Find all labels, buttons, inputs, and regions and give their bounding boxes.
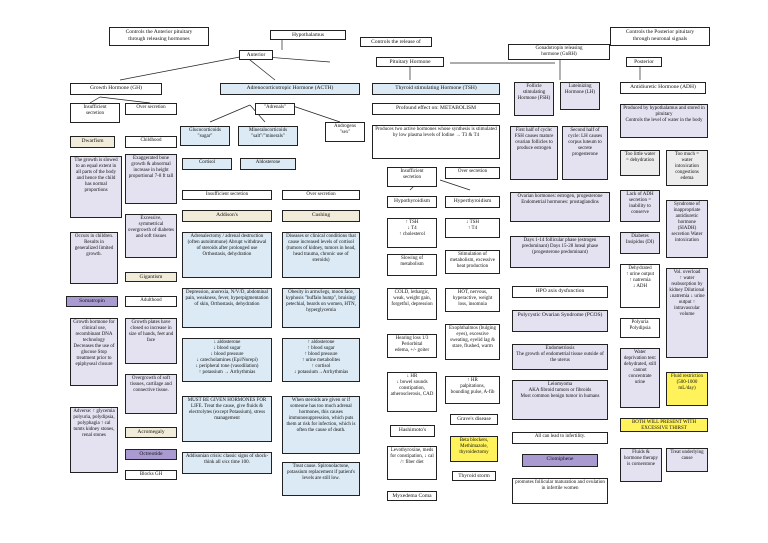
acth-title: Adrenocorticotropic Hormone (ACTH) bbox=[220, 83, 360, 95]
beta-blockers-box: Beta blockers, Methimazole, thyroidectomy bbox=[450, 436, 498, 462]
polyuria-box: Polyuria Polydipsia bbox=[620, 318, 660, 338]
growth-plates-box: Growth plates have closed so increase in size of hands, feet and face bbox=[125, 318, 177, 364]
addison-symptoms: Depression, anorexia, N/V/D, abdominal pain, weakness, fever, hyperpigmentation of skin, Orthostasis, dehydration bbox=[182, 288, 272, 328]
growth-slowed-box: The growth is slowed to an equal extent in all parts of the body and hence the child has normal proportions bbox=[70, 156, 122, 218]
di-box: Diabetes Insipidus (DI) bbox=[620, 232, 660, 254]
gh-adulthood: Adulthood bbox=[125, 296, 177, 307]
hashimotos-box: Hashimoto's bbox=[390, 425, 435, 437]
leiomyoma-box: Leiomyoma AKA fibroid tumors or fibroids Most common benign tumor in humans bbox=[512, 380, 608, 420]
steroids-given-box: When steroids are given or if someone has too much adrenal hormones, this causes immunosuppression, which puts them at risk for infection, which is often the cause of death. bbox=[282, 396, 360, 454]
mineralocorticoids-box: Mineralocorticoids "salt"/"minerals" bbox=[238, 126, 298, 146]
siadh-box: Syndrome of inappropriate antidiuretic hormone (SIADH) secretion Water intoxication bbox=[666, 200, 708, 258]
stimulation-box: Stimulation of metabolism, excessive heat production bbox=[445, 250, 500, 274]
addisons-box: Addison's bbox=[182, 210, 272, 222]
addisonian-crisis-box: Addisonian crisis: classic signs of shock- think all s/sx time 100. bbox=[182, 452, 272, 474]
acth-insufficient: Insufficient secretion bbox=[182, 190, 272, 200]
gh-over: Over secretion bbox=[125, 103, 177, 115]
adh-produced: Produced by hypothalamus and stored in pituitary Controls the level of water in the body bbox=[620, 104, 708, 138]
acth-over: Over secretion bbox=[282, 190, 360, 200]
slowing-box: Slowing of metabolism bbox=[387, 254, 437, 276]
exaggerated-box: Exaggerated bone growth & abnormal increase in height proportional 7-8 ft tall bbox=[125, 154, 177, 204]
lh-desc: Second half of cycle: LH causes corpus luteum to secrete progesterone bbox=[562, 126, 608, 180]
cushing-symptoms: Obesity in arms/legs, moon face, kyphosis "buffalo hump", bruising/ petechial, beards on women, HTN, hyperglycemia bbox=[282, 288, 360, 328]
gh-insufficient: Insufficient secretion bbox=[70, 103, 120, 123]
lh-box: Luteinizing Hormone (LH) bbox=[560, 82, 600, 110]
too-much-box: Too much = water intoxication congestions edema bbox=[666, 150, 708, 186]
water-dep-box: Water deprivation test: dehydrated, still cannot concentrate urine bbox=[620, 348, 660, 408]
dehydrated-box: Dehydrated ↑ urine output ↑ natremia ↓ ADH bbox=[620, 264, 660, 308]
hyperthyroidism-box: Hyperthyroidism bbox=[445, 196, 500, 208]
somatropin-box: Somatropin bbox=[66, 296, 118, 307]
gh-childhood: Childhood bbox=[125, 136, 177, 148]
controls-release-box: Controls the release of bbox=[360, 37, 432, 47]
dwarfism-box: Dwarfism bbox=[70, 136, 115, 148]
gigantism-box: Gigantism bbox=[125, 272, 177, 282]
adh-title: Antidiuretic Hormone (ADH) bbox=[620, 82, 706, 94]
cortisol-box: Cortisol bbox=[182, 158, 232, 170]
days-box: Days 1-14 follicular phase (estrogen predominant) Days 15-28 luteal phase (progesterone predominant) bbox=[510, 236, 610, 268]
thyroid-storm-box: Thyroid storm bbox=[452, 471, 496, 481]
anterior-box: Anterior bbox=[239, 50, 273, 60]
cushing-box: Cushing bbox=[282, 210, 360, 222]
glucocorticoids-box: Glucocorticoids "sugar" bbox=[180, 126, 230, 146]
androgens-box: Androgens "sex" bbox=[325, 122, 365, 142]
hearing-loss-box: Hearing loss 1/3 Periorbital edema, +/- goiter bbox=[387, 334, 437, 358]
fluid-restriction-box: Fluid restriction (500-1000 mL/day) bbox=[666, 372, 708, 406]
vol-overload-box: Vol. overload ↑ water reabsorption by kidney Dilutional ↓natremia ↓ urine output ↑ intravascular volume bbox=[666, 268, 708, 358]
treat-underlying-box: Treat underlying cause bbox=[666, 448, 708, 472]
tsh-title: Thyroid stimulating Hormone (TSH) bbox=[372, 83, 500, 95]
fluids-box: Fluids & hormone therapy is cornerstone bbox=[620, 448, 662, 482]
overgrowth-box: Overgrowth of soft tissues, cartilage and connective tissue. bbox=[125, 374, 177, 414]
hypo-hr-box: ↓ HR ↓ bowel sounds constipation, atherosclerosis, CAD bbox=[387, 372, 437, 412]
hypo-labs: ↑ TSH ↓ T4 ↑ cholesterol bbox=[387, 218, 437, 248]
controls-anterior-box: Controls the Anterior pituitary through releasing hormones bbox=[109, 27, 209, 46]
octreotide-box: Octreotide bbox=[125, 449, 177, 460]
hyper-symptoms: HOT, nervous, hyperactive, weight loss, insomnia bbox=[445, 288, 500, 312]
treat-cause-box: Treat cause. Spironolactone, potassium replacement if patient's levels are still low. bbox=[282, 462, 360, 496]
acromegaly-box: Acromegaly bbox=[125, 427, 177, 438]
gh-clinical-box: Growth hormone for clinical use, recombinant DNA technology Decreases the use of glucose Stop treatment prior to epiphyseal closure bbox=[70, 318, 118, 386]
graves-box: Grave's disease bbox=[450, 414, 498, 425]
infertility-box: All can lead to infertility. bbox=[512, 432, 608, 444]
gnrh-box: Gonadotropin releasing hormone (GnRH) bbox=[508, 44, 610, 60]
both-present-box: BOTH WILL PRESENT WITH EXCESSIVE THIRST bbox=[620, 418, 708, 432]
controls-posterior-box: Controls the Posterior pituitary through neuronal signals bbox=[610, 27, 710, 46]
fsh-desc: First half of cycle: FSH causes mature ovarian follicles to produce estrogen bbox=[510, 126, 558, 180]
addison-labs: ↓ aldosterone ↓ blood sugar ↓ blood pressure ↓ catecholamines (Epi/Norepi) ↓ peripheral tone (vasodilation) ↑ potassium → Arrhythmias bbox=[182, 338, 272, 382]
promotes-box: promotes follicular maturation and ovulation in infertile women bbox=[512, 478, 608, 504]
cushing-labs: ↑ aldosterone ↑ blood sugar ↑ blood pressure ↑ urine metabolites ↑ cortisol ↓ potassium→Arrhythmias bbox=[282, 338, 360, 382]
hypo-symptoms: COLD, lethargic, weak, weight gain, forgetful, depression bbox=[387, 288, 437, 320]
profound-box: Profound effect on: METABOLISM bbox=[372, 103, 500, 115]
posterior-box: Posterior bbox=[626, 57, 662, 67]
addison-desc: Adrenalectomy / adrenal destruction (often autoimmune) Abrupt withdrawal of steroids after prolonged use Orthostasis, dehydration bbox=[182, 232, 272, 278]
cushing-desc: Diseases or clinical conditions that cause increased levels of cortisol (tumors of kidney, tumors in head, head trauma, chronic use of steroids) bbox=[282, 232, 360, 278]
must-give-box: MUST BE GIVEN HORMONES FOR LIFE. Treat the cause, give fluids & electrolytes (except Potassium), stress management bbox=[182, 396, 272, 442]
ovarian-box: Ovarian hormones: estrogen, progesterone Endometrial hormones: prostaglandins bbox=[510, 192, 610, 222]
tsh-insufficient: Insufficient secretion bbox=[387, 167, 437, 187]
pituitary-box: Pituitary Hormone bbox=[376, 57, 444, 67]
levothyroxine-box: Levothyroxine, meds for constipation, ↓ cal /↑ fiber diet bbox=[387, 446, 437, 480]
lack-adh-box: Lack of ADH secretion = inability to conserve bbox=[620, 190, 660, 222]
occurs-box: Occurs in children. Results in generalized limited growth. bbox=[70, 232, 118, 284]
exophthalmos-box: Exophthalmos (bulging eyes), excessive sweating, eyelid lag & stare, flushed, warm bbox=[445, 324, 500, 360]
clomiphene-box: Clomiphene bbox=[522, 454, 598, 467]
aldosterone-box: Aldosterone bbox=[240, 158, 296, 170]
hypothalamus-box: Hypothalamus bbox=[270, 30, 346, 40]
gh-title: Growth Hormone (GH) bbox=[70, 83, 162, 95]
blocks-gh-box: Blocks GH bbox=[125, 470, 177, 480]
tsh-over: Over secretion bbox=[445, 167, 500, 179]
hypothyroidism-box: Hypothyroidism bbox=[387, 196, 437, 208]
excessive-box: Excessive, symmetrical overgrowth of diabetes and soft tissues bbox=[125, 214, 177, 258]
adrenals-box: "Adrenals" bbox=[255, 103, 295, 115]
myxedema-box: Myxedema Coma bbox=[387, 491, 437, 501]
hpo-box: HPO axis dysfunction bbox=[512, 286, 608, 298]
fsh-box: Follicle stimulating Hormone (FSH) bbox=[514, 82, 554, 116]
produces-box: Produces two active hormones whose synthesis is stimulated by low plasma levels of Iodine → T3 & T4 bbox=[372, 125, 500, 159]
endometriosis-box: Endometriosis The growth of endometrial tissue outside of the uterus bbox=[512, 344, 608, 370]
hyper-hr-box: ↑ HR palpitations, bounding pulse, A-fib bbox=[445, 376, 500, 404]
too-little-box: Too little water = dehydration bbox=[620, 150, 660, 176]
hyper-labs: ↓ TSH ↑ T4 bbox=[445, 218, 500, 238]
adverse-box: Adverse: ↑ glycemia polyuria, polydipsia, polyphagia ↑ cal tumts kidney stones, renal stones bbox=[70, 407, 118, 473]
pcos-box: Polycystic Ovarian Syndrome (PCOS) bbox=[512, 310, 608, 332]
